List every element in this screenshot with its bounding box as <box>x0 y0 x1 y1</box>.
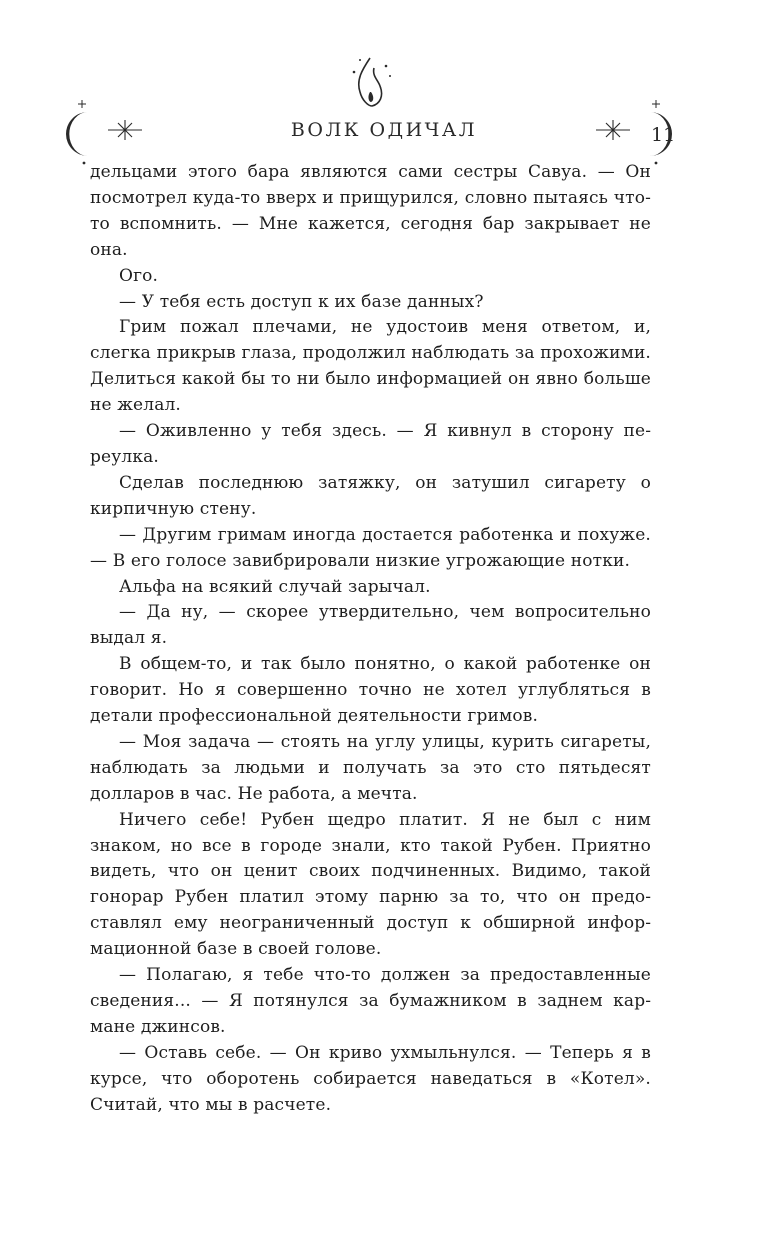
paragraph: — Другим гримам иногда достается работенка и похуже. — В его голосе завибрировали низкие угрожающие нотки. <box>90 524 651 571</box>
paragraph: Альфа на всякий случай зарычал. <box>119 576 431 597</box>
paragraph: Грим пожал плечами, не удостоив меня ответом, и, слегка прикрыв глаза, продолжил наблюдать за прохожими. Делиться какой бы то ни было информацией он явно больше не желал. <box>90 317 651 416</box>
page-number: 11 <box>651 124 676 146</box>
paragraph: Ого. <box>119 265 159 286</box>
running-title: ВОЛК ОДИЧАЛ <box>290 119 478 141</box>
paragraph: — Оставь себе. — Он криво ухмыльнулся. — Теперь я в курсе, что оборотень собирается наведаться в «Котел». Считай, что мы в расчете. <box>90 1042 651 1115</box>
paragraph: — Оживленно у тебя здесь. — Я кивнул в сторону переулка. <box>90 421 651 467</box>
paragraph: дельцами этого бара являются сами сестры Савуа. — Он посмотрел куда-то вверх и прищурился, словно пытаясь что-то вспомнить. — Мне кажется, сегодня бар закрывает не она. <box>90 162 651 260</box>
paragraph: Ничего себе! Рубен щедро платит. Я не был с ним знаком, но все в городе знали, кто такой Рубен. Приятно видеть, что он ценит своих подчиненных. Видимо, такой гонорар Рубен платил этому парню за то, что он предоставлял ему неограниченный доступ к обширной информационной базе в своей голове. <box>90 809 651 960</box>
paragraph: — У тебя есть доступ к их базе данных? <box>119 291 484 312</box>
paragraph: — Полагаю, я тебе что-то должен за предоставленные сведения... — Я потянулся за бумажником в заднем кармане джинсов. <box>90 965 651 1037</box>
star-icon <box>596 118 630 142</box>
paragraph: В общем-то, и так было понятно, о какой работенке он говорит. Но я совершенно точно не хотел углубляться в детали профессиональной деятельности гримов. <box>90 654 651 727</box>
paragraph: — Да ну, — скорее утвердительно, чем вопросительно выдал я. <box>90 602 651 649</box>
flame-icon <box>340 52 400 114</box>
body-text <box>90 160 651 1119</box>
paragraph: Сделав последнюю затяжку, он затушил сигарету о кирпичную стену. <box>90 472 651 519</box>
paragraph: — Моя задача — стоять на углу улицы, курить сигареты, наблюдать за людьми и получать за это сто пятьдесят долларов в час. Не работа, а мечта. <box>90 731 651 804</box>
page-header <box>0 0 768 180</box>
